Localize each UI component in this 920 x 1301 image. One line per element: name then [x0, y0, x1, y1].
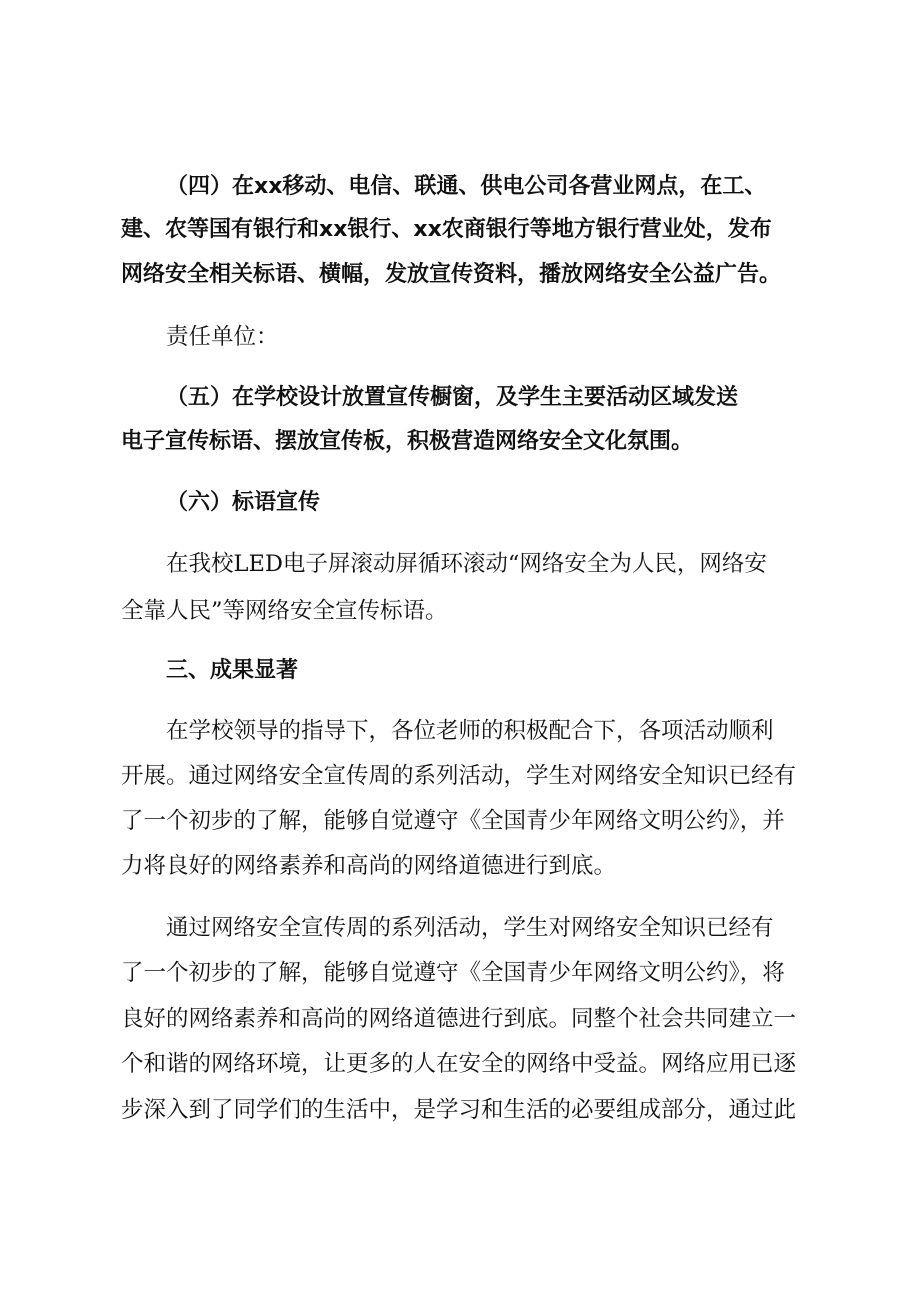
part3-para1-line-3: 了一个初步的了解，能够自觉遵守《全国青少年网络文明公约》，并 [121, 808, 785, 834]
part3-para1-line-2: 开展。通过网络安全宣传周的系列活动，学生对网络安全知识已经有 [121, 763, 797, 789]
part3-para2-line-5: 步深入到了同学们的生活中，是学习和生活的必要组成部分，通过此 [121, 1097, 797, 1123]
section6-heading: （六）标语宣传 [166, 490, 321, 515]
part3-para2-line-4: 个和谐的网络环境，让更多的人在安全的网络中受益。网络应用已逐 [121, 1051, 797, 1077]
part3-para2-line-3: 良好的网络素养和高尚的网络道德进行到底。同整个社会共同建立一 [121, 1006, 797, 1032]
part3-para1-line-4: 力将良好的网络素养和高尚的网络道德进行到底。 [121, 853, 617, 879]
section6-line-1: 在我校LED电子屏滚动屏循环滚动“网络安全为人民，网络安 [166, 551, 767, 577]
section5-line-1: （五）在学校设计放置宣传橱窗，及学生主要活动区域发送 [166, 385, 739, 410]
part3-para2-line-2: 了一个初步的了解，能够自觉遵守《全国青少年网络文明公约》，将 [121, 960, 785, 986]
responsible-unit-label: 责任单位： [166, 324, 279, 350]
section4-line-1: （四）在xx移动、电信、联通、供电公司各营业网点，在工、 [166, 174, 767, 199]
section4-line-2: 建、农等国有银行和xx银行、xx农商银行等地方银行营业处，发布 [121, 217, 772, 242]
part3-para2-line-1: 通过网络安全宣传周的系列活动，学生对网络安全知识已经有 [166, 915, 774, 941]
part3-heading: 三、成果显著 [166, 658, 299, 683]
section5-line-2: 电子宣传标语、摆放宣传板，积极营造网络安全文化氛围。 [121, 429, 694, 454]
section6-line-2: 全靠人民”等网络安全宣传标语。 [121, 598, 448, 624]
section4-line-3: 网络安全相关标语、横幅，发放宣传资料，播放网络安全公益广告。 [121, 262, 782, 287]
part3-para1-line-1: 在学校领导的指导下，各位老师的积极配合下，各项活动顺利 [166, 718, 774, 744]
